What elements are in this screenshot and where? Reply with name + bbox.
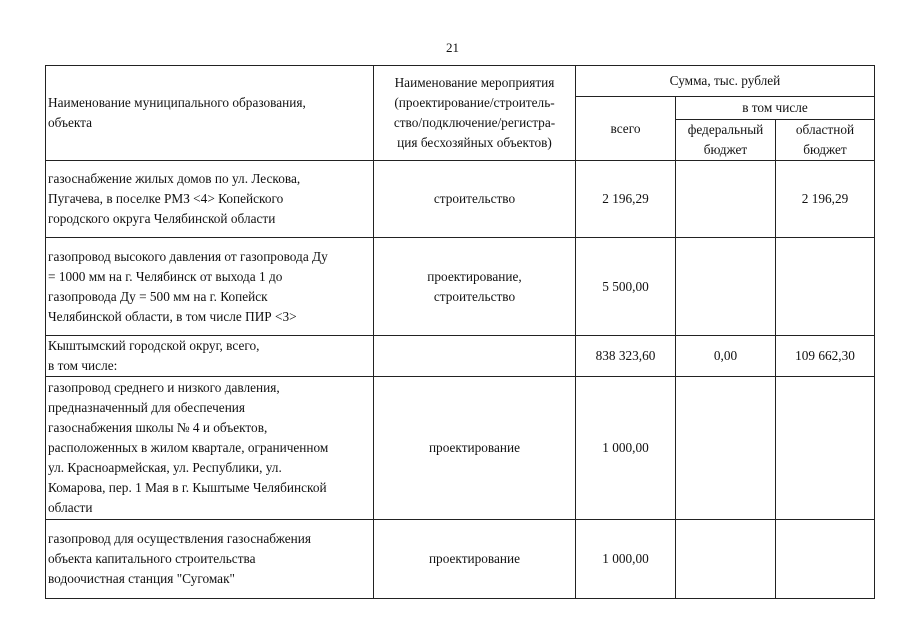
row-event (374, 336, 576, 377)
row-regional (776, 238, 875, 336)
table-row (46, 161, 875, 238)
row-name: Кыштымский городской округ, всего, в том числе: (46, 336, 374, 377)
header-sum: Сумма, тыс. рублей (576, 66, 875, 97)
row-total: 838 323,60 (576, 336, 676, 377)
row-name: газопровод среднего и низкого давления, предназначенный для обеспечения газоснабжения школы № 4 и объектов, расположенных в жилом квартале, ограниченном ул. Красноармейская, ул. Республики, ул. Комарова, пер. 1 Мая в г. Кыштыме Челябинской области (46, 377, 374, 520)
header-federal: федеральный бюджет (676, 120, 776, 161)
header-regional: областной бюджет (776, 120, 875, 161)
page-number: 21 (446, 40, 459, 55)
row-event: строительство (374, 161, 576, 238)
row-name: газопровод высокого давления от газопровода Ду = 1000 мм на г. Челябинск от выхода 1 до газопровода Ду = 500 мм на г. Копейск Челябинской области, в том числе ПИР <3> (46, 238, 374, 336)
row-federal (676, 238, 776, 336)
table-row (46, 520, 875, 599)
table-row (46, 336, 875, 377)
row-regional: 2 196,29 (776, 161, 875, 238)
table-row (46, 238, 875, 336)
row-federal (676, 161, 776, 238)
header-municipality: Наименование муниципального образования, объекта (46, 66, 374, 161)
funding-table (45, 65, 875, 599)
row-federal (676, 520, 776, 599)
table-row (46, 377, 875, 520)
row-regional (776, 377, 875, 520)
header-row (46, 66, 875, 97)
row-regional: 109 662,30 (776, 336, 875, 377)
row-federal (676, 377, 776, 520)
row-event: проектирование (374, 377, 576, 520)
row-event: проектирование (374, 520, 576, 599)
row-total: 1 000,00 (576, 377, 676, 520)
row-event: проектирование, строительство (374, 238, 576, 336)
row-total: 2 196,29 (576, 161, 676, 238)
row-name: газопровод для осуществления газоснабжения объекта капитального строительства водоочистная станция "Сугомак" (46, 520, 374, 599)
header-event: Наименование мероприятия (проектирование/строитель- ство/подключение/регистра- ция бесхозяйных объектов) (374, 66, 576, 161)
row-federal: 0,00 (676, 336, 776, 377)
row-name: газоснабжение жилых домов по ул. Лескова, Пугачева, в поселке РМЗ <4> Копейского городского округа Челябинской области (46, 161, 374, 238)
header-including: в том числе (676, 97, 875, 120)
row-total: 5 500,00 (576, 238, 676, 336)
row-total: 1 000,00 (576, 520, 676, 599)
row-regional (776, 520, 875, 599)
header-total: всего (576, 97, 676, 161)
